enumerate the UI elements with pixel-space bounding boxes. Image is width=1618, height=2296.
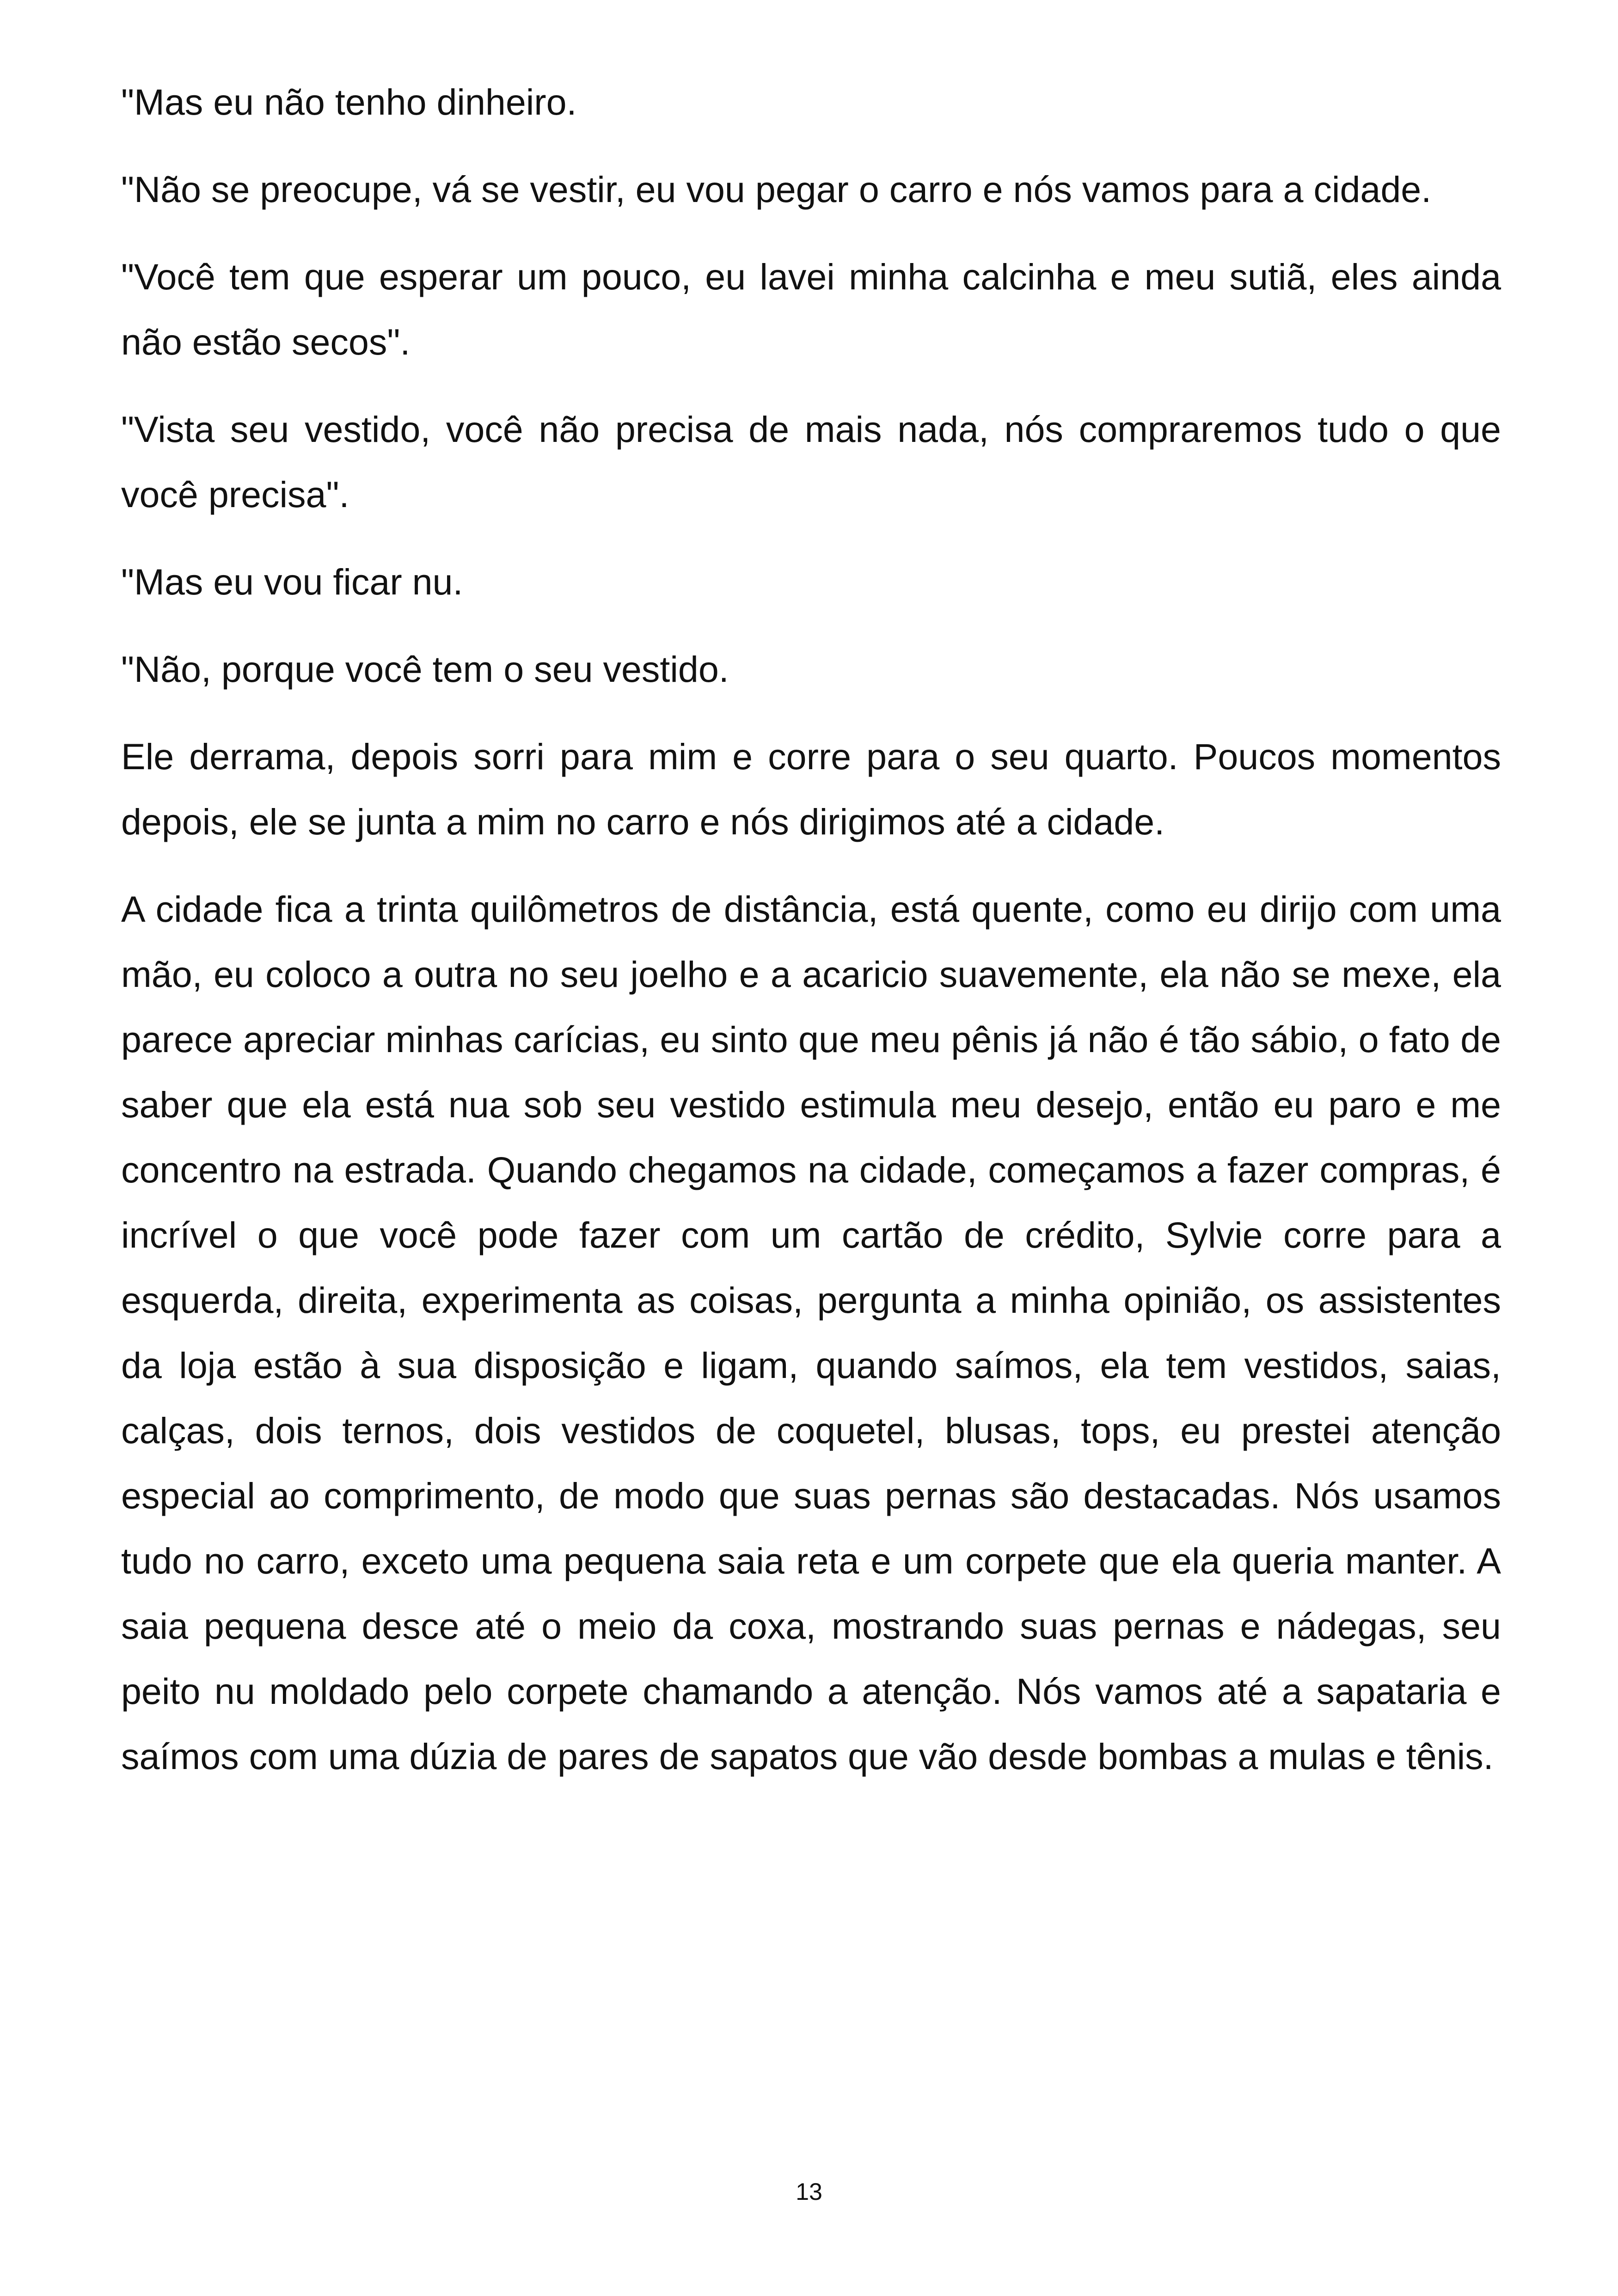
paragraph: "Você tem que esperar um pouco, eu lavei minha calcinha e meu sutiã, eles ainda não estão secos". <box>121 256 1501 362</box>
paragraph: "Não, porque você tem o seu vestido. <box>121 649 729 690</box>
paragraph: "Mas eu não tenho dinheiro. <box>121 81 577 122</box>
paragraph: Ele derrama, depois sorri para mim e corre para o seu quarto. Poucos momentos depois, ele se junta a mim no carro e nós dirigimos até a cidade. <box>121 736 1501 842</box>
paragraph: "Vista seu vestido, você não precisa de mais nada, nós compraremos tudo o que você precisa". <box>121 409 1501 515</box>
page-number: 13 <box>796 2179 822 2205</box>
paragraph: "Não se preocupe, vá se vestir, eu vou pegar o carro e nós vamos para a cidade. <box>121 169 1432 210</box>
paragraph: A cidade fica a trinta quilômetros de distância, está quente, como eu dirijo com uma mão, eu coloco a outra no seu joelho e a acaricio suavemente, ela não se mexe, ela parece apreciar minhas carícias, eu sinto que meu pênis já não é tão sábio, o fato de saber que ela está nua sob seu vestido estimula meu desejo, então eu paro e me concentro na estrada. Quando chegamos na cidade, começamos a fazer compras, é incrível o que você pode fazer com um cartão de crédito, Sylvie corre para a esquerda, direita, experimenta as coisas, pergunta a minha opinião, os assistentes da loja estão à sua disposição e ligam, quando saímos, ela tem vestidos, saias, calças, dois ternos, dois vestidos de coquetel, blusas, tops, eu prestei atenção especial ao comprimento, de modo que suas pernas são destacadas. Nós usamos tudo no carro, exceto uma pequena saia reta e um corpete que ela queria manter. A saia pequena desce até o meio da coxa, mostrando suas pernas e nádegas, seu peito nu moldado pelo corpete chamando a atenção. Nós vamos até a sapataria e saímos com uma dúzia de pares de sapatos que vão desde bombas a mulas e tênis. <box>121 888 1501 1777</box>
body-text <box>121 69 1501 1811</box>
paragraph: "Mas eu vou ficar nu. <box>121 561 463 602</box>
